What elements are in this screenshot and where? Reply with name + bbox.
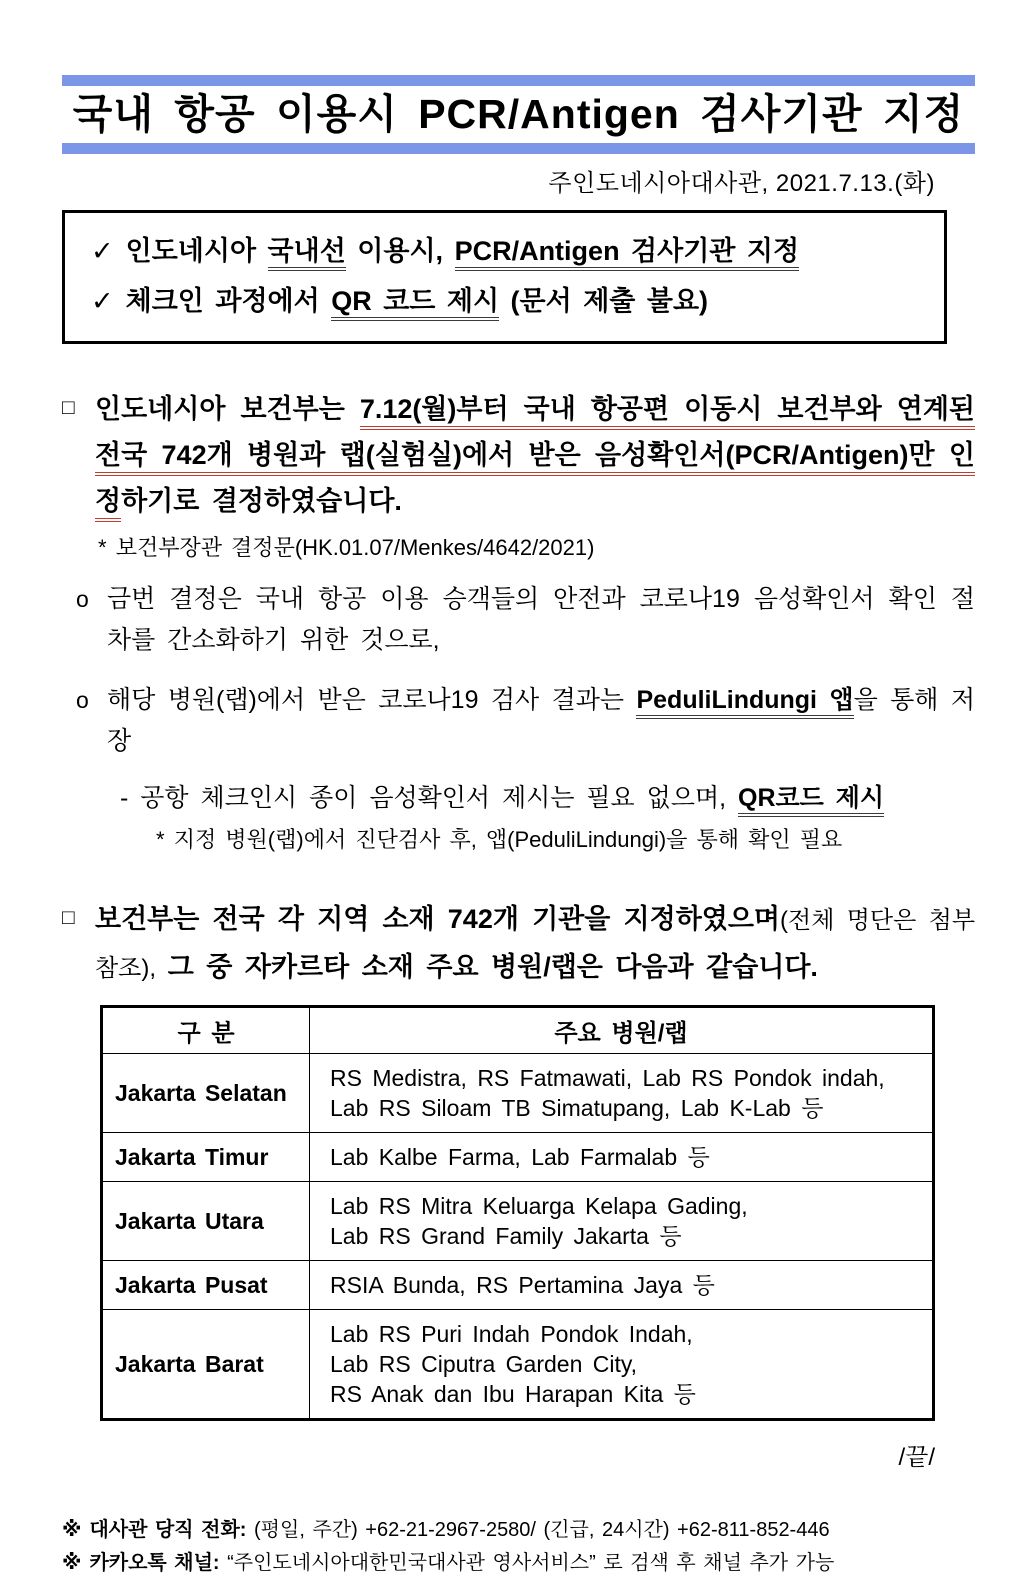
- summary-box: [62, 210, 947, 344]
- summary-line-2: [91, 276, 920, 326]
- sub-item-1: [62, 579, 975, 661]
- footer-kakao-label: 카카오톡 채널:: [89, 1552, 220, 1574]
- paragraph-2-bold-1: 보건부는 전국 각 지역 소재 742개 기관을 지정하였으며: [95, 904, 781, 934]
- region-cell: Jakarta Pusat: [102, 1261, 310, 1310]
- pedulilindungi-emphasis: PeduliLindungi 앱: [636, 686, 853, 719]
- paragraph-2: [62, 896, 975, 992]
- hospital-line: Lab Kalbe Farma, Lab Farmalab 등: [330, 1144, 710, 1170]
- summary-2-post: (문서 제출 불요): [499, 286, 709, 316]
- table-row: [102, 1054, 934, 1133]
- sub-item-1-text: 금번 결정은 국내 항공 이용 승객들의 안전과 코로나19 음성확인서 확인 절차를 간소화하기 위한 것으로,: [107, 585, 975, 654]
- reference-mark: ※: [62, 1519, 82, 1541]
- byline: 주인도네시아대사관, 2021.7.13.(화): [548, 170, 935, 197]
- table-row: [102, 1182, 934, 1261]
- hospitals-cell: [310, 1054, 934, 1133]
- column-header-hospitals: 주요 병원/랩: [310, 1007, 934, 1054]
- hospital-table: [100, 1005, 935, 1421]
- paragraph-1-red-underline: 7.12(월)부터 국내 항공편 이동시 보건부와 연계된 전국 742개 병원과 랩(실험실)에서 받은 음성확인서(PCR/Antigen)만 인정: [95, 394, 975, 522]
- sub-item-2: [62, 680, 975, 762]
- paragraph-2-regular: (전체 명단은 첨부 참조),: [95, 907, 976, 982]
- summary-1-underline-2: PCR/Antigen 검사기관 지정: [455, 236, 800, 271]
- dash-item-pre: 공항 체크인시 종이 음성확인서 제시는 필요 없으며,: [140, 784, 738, 812]
- square-bullet-icon: □: [62, 396, 75, 419]
- footnote-decree-text: 보건부장관 결정문(HK.01.07/Menkes/4642/2021): [115, 535, 595, 560]
- footer-phone-text: (평일, 주간) +62-21-2967-2580/ (긴급, 24시간) +62-811-852-446: [246, 1519, 830, 1541]
- table-row: [102, 1261, 934, 1310]
- square-bullet-icon: □: [62, 906, 75, 929]
- page-title: 국내 항공 이용시 PCR/Antigen 검사기관 지정: [72, 91, 965, 137]
- reference-mark: ※: [62, 1552, 82, 1574]
- summary-1-underline-1: 국내선: [268, 236, 346, 271]
- region-cell: Jakarta Selatan: [102, 1054, 310, 1133]
- top-blue-bar: [62, 75, 975, 86]
- footnote-app-text: 지정 병원(랩)에서 진단검사 후, 앱(PeduliLindungi)을 통해 확인 필요: [173, 827, 843, 852]
- paragraph-1: [62, 386, 975, 524]
- footnote-app: [62, 824, 975, 856]
- summary-line-1: [91, 226, 920, 276]
- dash-marker: -: [120, 784, 129, 812]
- circle-bullet-icon: o: [76, 687, 89, 713]
- circle-bullet-icon: o: [76, 586, 89, 612]
- asterisk-marker: *: [156, 827, 165, 852]
- hospital-line: Lab RS Ciputra Garden City,: [330, 1351, 638, 1377]
- end-mark: /끝/: [898, 1444, 935, 1471]
- summary-1-pre: 인도네시아: [125, 236, 268, 266]
- hospitals-cell: [310, 1182, 934, 1261]
- hospitals-cell: [310, 1261, 934, 1310]
- table-row: [102, 1133, 934, 1182]
- region-cell: Jakarta Utara: [102, 1182, 310, 1261]
- footer-kakao-text: “주인도네시아대한민국대사관 영사서비스” 로 검색 후 채널 추가 가능: [219, 1552, 835, 1574]
- checkmark-icon: ✓: [91, 286, 114, 316]
- title-underline-blue-bar: [62, 143, 975, 154]
- footer-kakao-line: [62, 1547, 975, 1580]
- hospital-line: Lab RS Mitra Keluarga Kelapa Gading,: [330, 1193, 748, 1219]
- hospital-line: Lab RS Siloam TB Simatupang, Lab K-Lab 등: [330, 1095, 824, 1121]
- hospital-line: RS Anak dan Ibu Harapan Kita 등: [330, 1381, 696, 1407]
- region-cell: Jakarta Barat: [102, 1310, 310, 1420]
- table-header-row: [102, 1007, 934, 1054]
- asterisk-marker: *: [98, 535, 107, 560]
- paragraph-1-text: [95, 386, 975, 524]
- footer: [62, 1514, 975, 1580]
- checkmark-icon: ✓: [91, 236, 114, 266]
- footer-phone-line: [62, 1514, 975, 1547]
- hospitals-cell: [310, 1133, 934, 1182]
- table-row: [102, 1310, 934, 1420]
- sub-item-2-pre: 해당 병원(랩)에서 받은 코로나19 검사 결과는: [107, 686, 637, 714]
- footer-phone-label: 대사관 당직 전화:: [89, 1519, 247, 1541]
- summary-1-mid: 이용시,: [345, 236, 455, 266]
- region-cell: Jakarta Timur: [102, 1133, 310, 1182]
- paragraph-1-pre: 인도네시아 보건부는: [95, 394, 360, 424]
- sub-item-2-text: [107, 680, 975, 762]
- hospital-line: RSIA Bunda, RS Pertamina Jaya 등: [330, 1272, 715, 1298]
- hospitals-cell: [310, 1310, 934, 1420]
- hospital-line: RS Medistra, RS Fatmawati, Lab RS Pondok indah,: [330, 1065, 885, 1091]
- column-header-category: 구 분: [102, 1007, 310, 1054]
- paragraph-2-bold-2: 그 중 자카르타 소재 주요 병원/랩은 다음과 같습니다.: [167, 952, 818, 982]
- hospital-line: Lab RS Grand Family Jakarta 등: [330, 1223, 682, 1249]
- hospital-line: Lab RS Puri Indah Pondok Indah,: [330, 1321, 693, 1347]
- summary-2-underline: QR 코드 제시: [331, 286, 499, 321]
- qr-code-emphasis: QR코드 제시: [738, 784, 884, 817]
- paragraph-2-text: [95, 896, 975, 992]
- footnote-decree: [62, 533, 975, 563]
- summary-2-pre: 체크인 과정에서: [125, 286, 332, 316]
- sub-item-2-post: 을 통해 저장: [107, 686, 975, 755]
- dash-item: [62, 778, 975, 818]
- paragraph-1-post: 하기로 결정하였습니다.: [121, 486, 402, 516]
